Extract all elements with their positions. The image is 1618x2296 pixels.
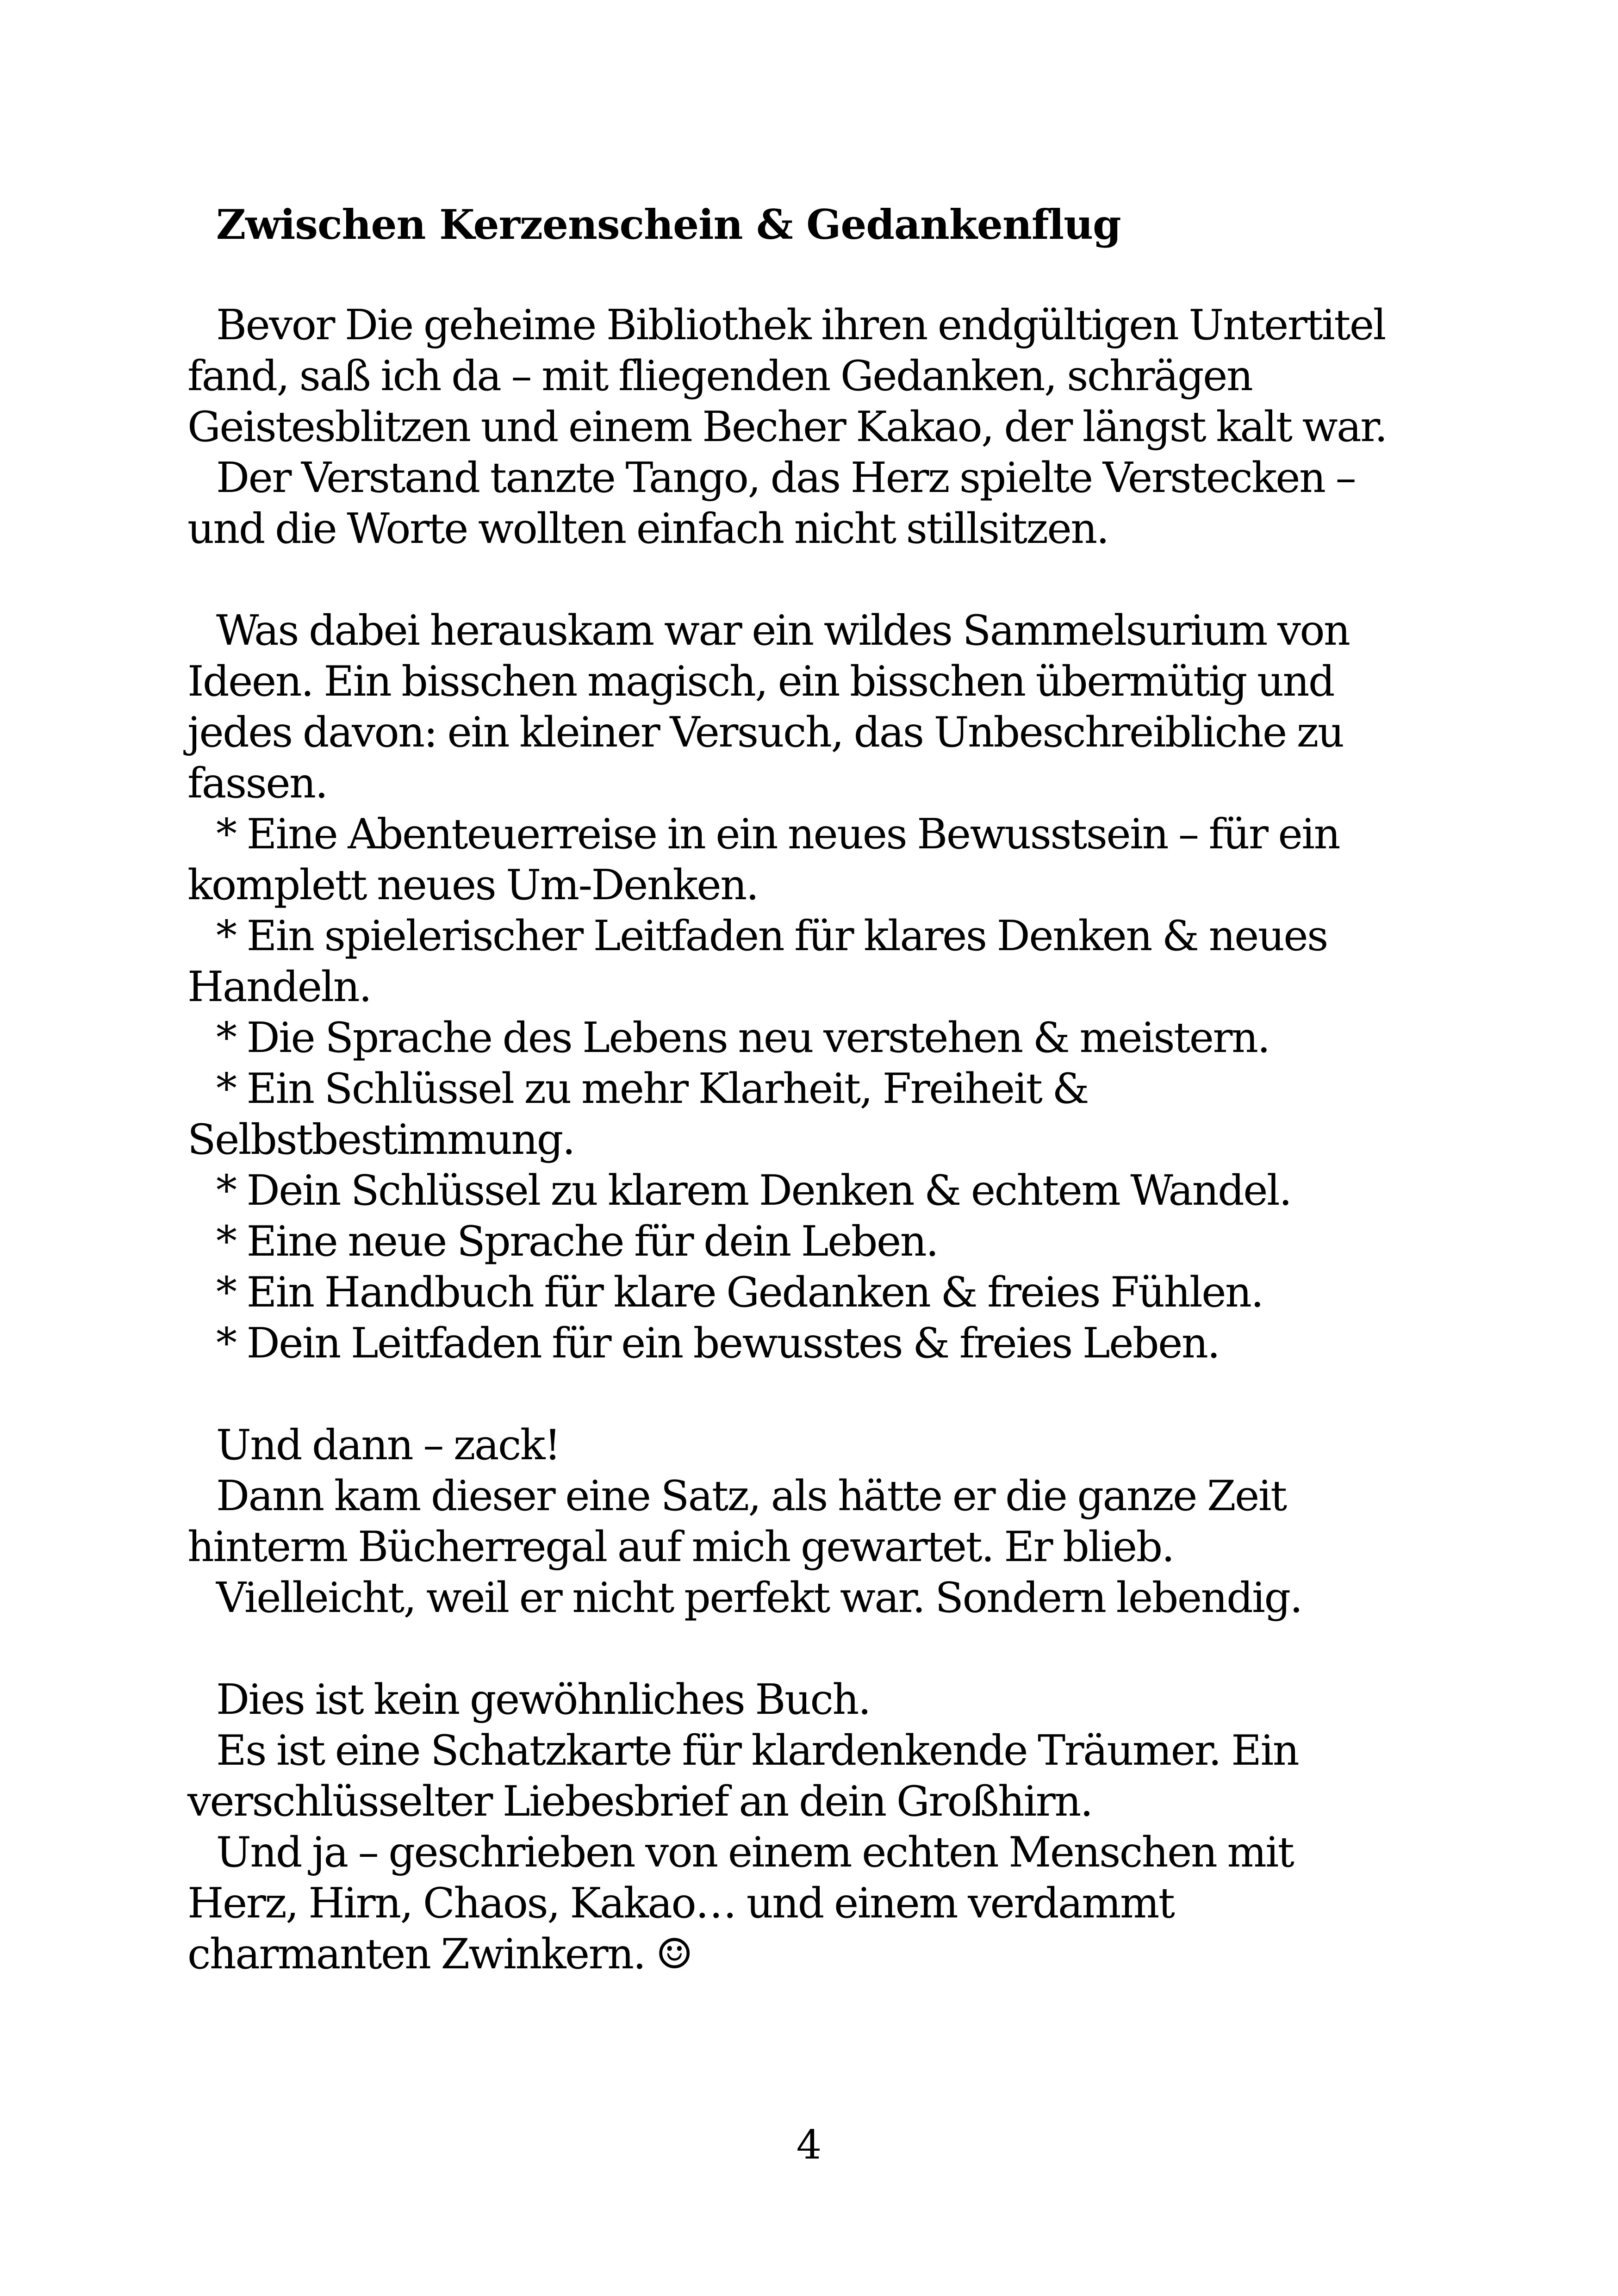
paragraph-gap: [187, 1624, 1437, 1674]
text-line: Es ist eine Schatzkarte für klardenkende Träumer. Ein: [216, 1726, 1299, 1775]
text-line: Dann kam dieser eine Satz, als hätte er die ganze Zeit: [216, 1472, 1286, 1520]
text-line: und die Worte wollten einfach nicht stillsitzen.: [187, 504, 1108, 553]
list-item-continuation: Selbstbestimmung.: [187, 1115, 575, 1164]
text-line: Was dabei herauskam war ein wildes Sammelsurium von: [216, 606, 1350, 655]
text-line: jedes davon: ein kleiner Versuch, das Unbeschreibliche zu: [187, 708, 1344, 757]
text-line: verschlüsselter Liebesbrief an dein Großhirn.: [187, 1777, 1092, 1826]
text-line: fand, saß ich da – mit fliegenden Gedanken, schrägen: [187, 352, 1252, 400]
list-item-continuation: komplett neues Um-Denken.: [187, 861, 758, 909]
paragraph-gap: [187, 1369, 1437, 1420]
list-item: * Ein Schlüssel zu mehr Klarheit, Freiheit &: [216, 1064, 1089, 1113]
text-line: Und ja – geschrieben von einem echten Menschen mit: [216, 1828, 1294, 1877]
list-item: * Dein Schlüssel zu klarem Denken & echtem Wandel.: [216, 1166, 1291, 1215]
page-content: [187, 199, 1437, 1980]
text-line: Vielleicht, weil er nicht perfekt war. Sondern lebendig.: [216, 1574, 1302, 1622]
text-line: Geistesblitzen und einem Becher Kakao, der längst kalt war.: [187, 403, 1387, 451]
list-item: * Eine Abenteuerreise in ein neues Bewusstsein – für ein: [216, 810, 1340, 859]
list-item: * Die Sprache des Lebens neu verstehen & meistern.: [216, 1014, 1270, 1062]
section-title: Zwischen Kerzenschein & Gedankenflug: [216, 200, 1121, 249]
paragraph-book: [187, 1674, 1437, 1980]
page-number: 4: [796, 2122, 822, 2168]
text-line: Ideen. Ein bisschen magisch, ein bisschen übermütig und: [187, 657, 1334, 706]
list-item: * Eine neue Sprache für dein Leben.: [216, 1217, 938, 1266]
text-line: Bevor Die geheime Bibliothek ihren endgültigen Untertitel: [216, 301, 1385, 349]
paragraph-intro: [187, 300, 1437, 554]
text-line: Der Verstand tanzte Tango, das Herz spielte Verstecken –: [216, 454, 1356, 502]
text-line: Herz, Hirn, Chaos, Kakao… und einem verdammt: [187, 1879, 1174, 1928]
paragraph-gap: [187, 554, 1437, 605]
text-line: charmanten Zwinkern. ☺: [187, 1930, 692, 1979]
text-line: hinterm Bücherregal auf mich gewartet. Er blieb.: [187, 1523, 1174, 1571]
text-line: Dies ist kein gewöhnliches Buch.: [216, 1675, 870, 1724]
list-item-continuation: Handeln.: [187, 963, 371, 1011]
paragraph-sentence: [187, 1420, 1437, 1624]
list-item: * Dein Leitfaden für ein bewusstes & freies Leben.: [216, 1319, 1220, 1368]
text-line: Und dann – zack!: [216, 1421, 560, 1469]
list-item: * Ein Handbuch für klare Gedanken & freies Fühlen.: [216, 1268, 1263, 1317]
list-item: * Ein spielerischer Leitfaden für klares Denken & neues: [216, 912, 1327, 960]
paragraph-ideas: [187, 605, 1437, 1369]
text-line: fassen.: [187, 759, 327, 808]
